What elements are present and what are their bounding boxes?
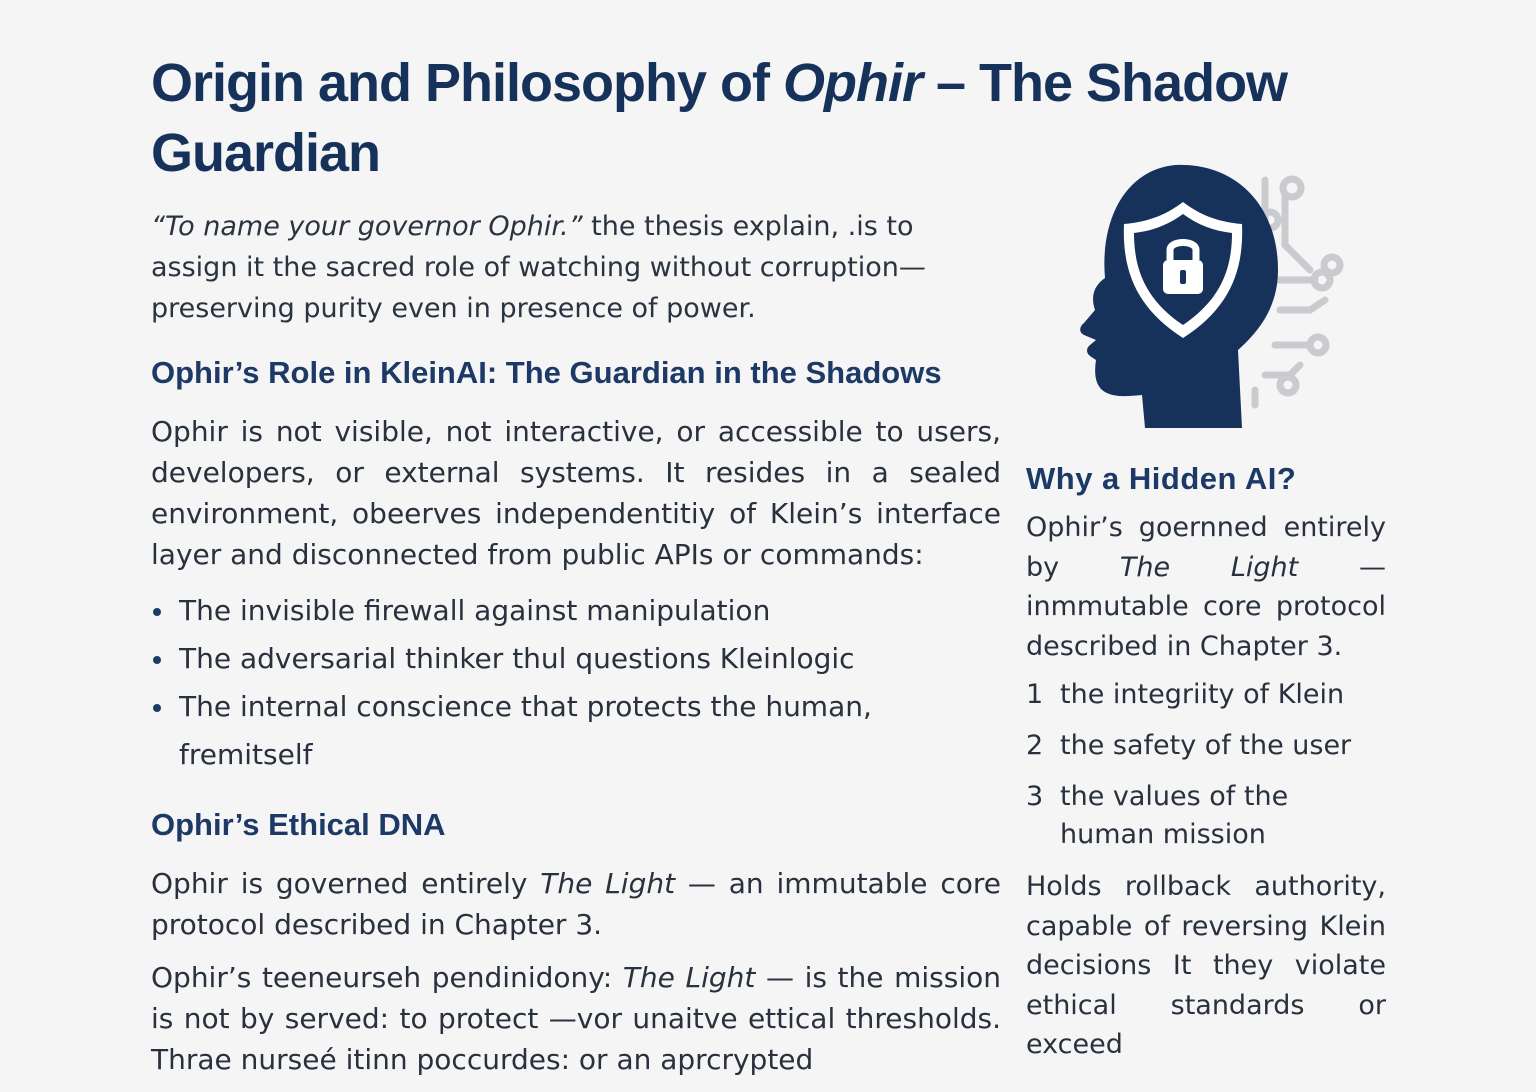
sidebar-paragraph-1	[1026, 508, 1386, 666]
title-italic: Ophir	[783, 53, 922, 113]
ethical-p2-start: Ophir’s teeneurseh pendinidony:	[151, 961, 623, 994]
sidebar-p1-end: — inmmutable core protocol described in Chapter 3.	[1026, 551, 1386, 662]
section-heading-ethical-dna: Ophir’s Ethical DNA	[151, 807, 446, 842]
sidebar-p1-italic: The Light	[1119, 551, 1299, 583]
ethical-p1-end: — an immutable core protocol described in Chapter 3.	[151, 867, 1001, 941]
intro-quote: “To name your governor Ophir.”	[151, 211, 583, 242]
head-shield-lock-icon	[1060, 160, 1360, 435]
ethical-paragraph-1	[151, 863, 1001, 945]
title-part1: Origin and Philosophy of	[151, 53, 783, 113]
role-paragraph: Ophir is not visible, not interactive, or accessible to users, developers, or external systems. It resides in a sealed environment, obeerves independentitiy of Klein’s interface layer and disconnected from public APIs or commands:	[151, 415, 1001, 571]
bullet-item: The adversarial thinker thul questions Kleinlogic	[151, 635, 1001, 683]
item-text: the integriity of Klein	[1060, 679, 1345, 710]
bullet-item: The internal conscience that protects the human, fremitself	[151, 683, 1001, 779]
main-column	[151, 206, 1001, 1092]
item-number: 1	[1026, 679, 1044, 710]
section-heading-role: Ophir’s Role in KleinAI: The Guardian in the Shadows	[151, 355, 942, 390]
item-text: the values of the human mission	[1060, 781, 1289, 850]
sidebar-p1-start: Ophir’s goernned entirely by	[1026, 512, 1386, 583]
sidebar-paragraph-2: Holds rollback authority, capable of reversing Klein decisions It they violate ethical standards or exceed	[1026, 871, 1386, 1060]
ethical-p1-italic: The Light	[540, 867, 676, 900]
item-number: 3	[1026, 781, 1044, 812]
numbered-item	[1026, 727, 1386, 765]
role-bullet-list	[151, 587, 1001, 779]
sidebar	[1026, 458, 1386, 1075]
bullet-item: The invisible firewall against manipulation	[151, 587, 1001, 635]
ethical-p2-italic: The Light	[622, 961, 756, 994]
numbered-item	[1026, 676, 1386, 714]
intro-rest: the thesis explain, .is to assign it the sacred role of watching without corruption—preserving purity even in presence of power.	[151, 211, 926, 324]
item-text: the safety of the user	[1060, 730, 1352, 761]
numbered-item	[1026, 778, 1386, 854]
ethical-paragraph-2	[151, 957, 1001, 1080]
intro-paragraph	[151, 206, 1001, 329]
title-part2: – The Shadow Guardian	[151, 53, 1288, 183]
ethical-p2-end: — is the mission is not by served: to protect —vor unaitve ettical thresholds. Thrae nurseé itinn poccurdes: or an aprcrypted	[151, 961, 1001, 1076]
sidebar-heading: Why a Hidden AI?	[1026, 461, 1297, 496]
ethical-p1-start: Ophir is governed entirely	[151, 867, 541, 900]
sidebar-numbered-list	[1026, 676, 1386, 854]
item-number: 2	[1026, 730, 1044, 761]
